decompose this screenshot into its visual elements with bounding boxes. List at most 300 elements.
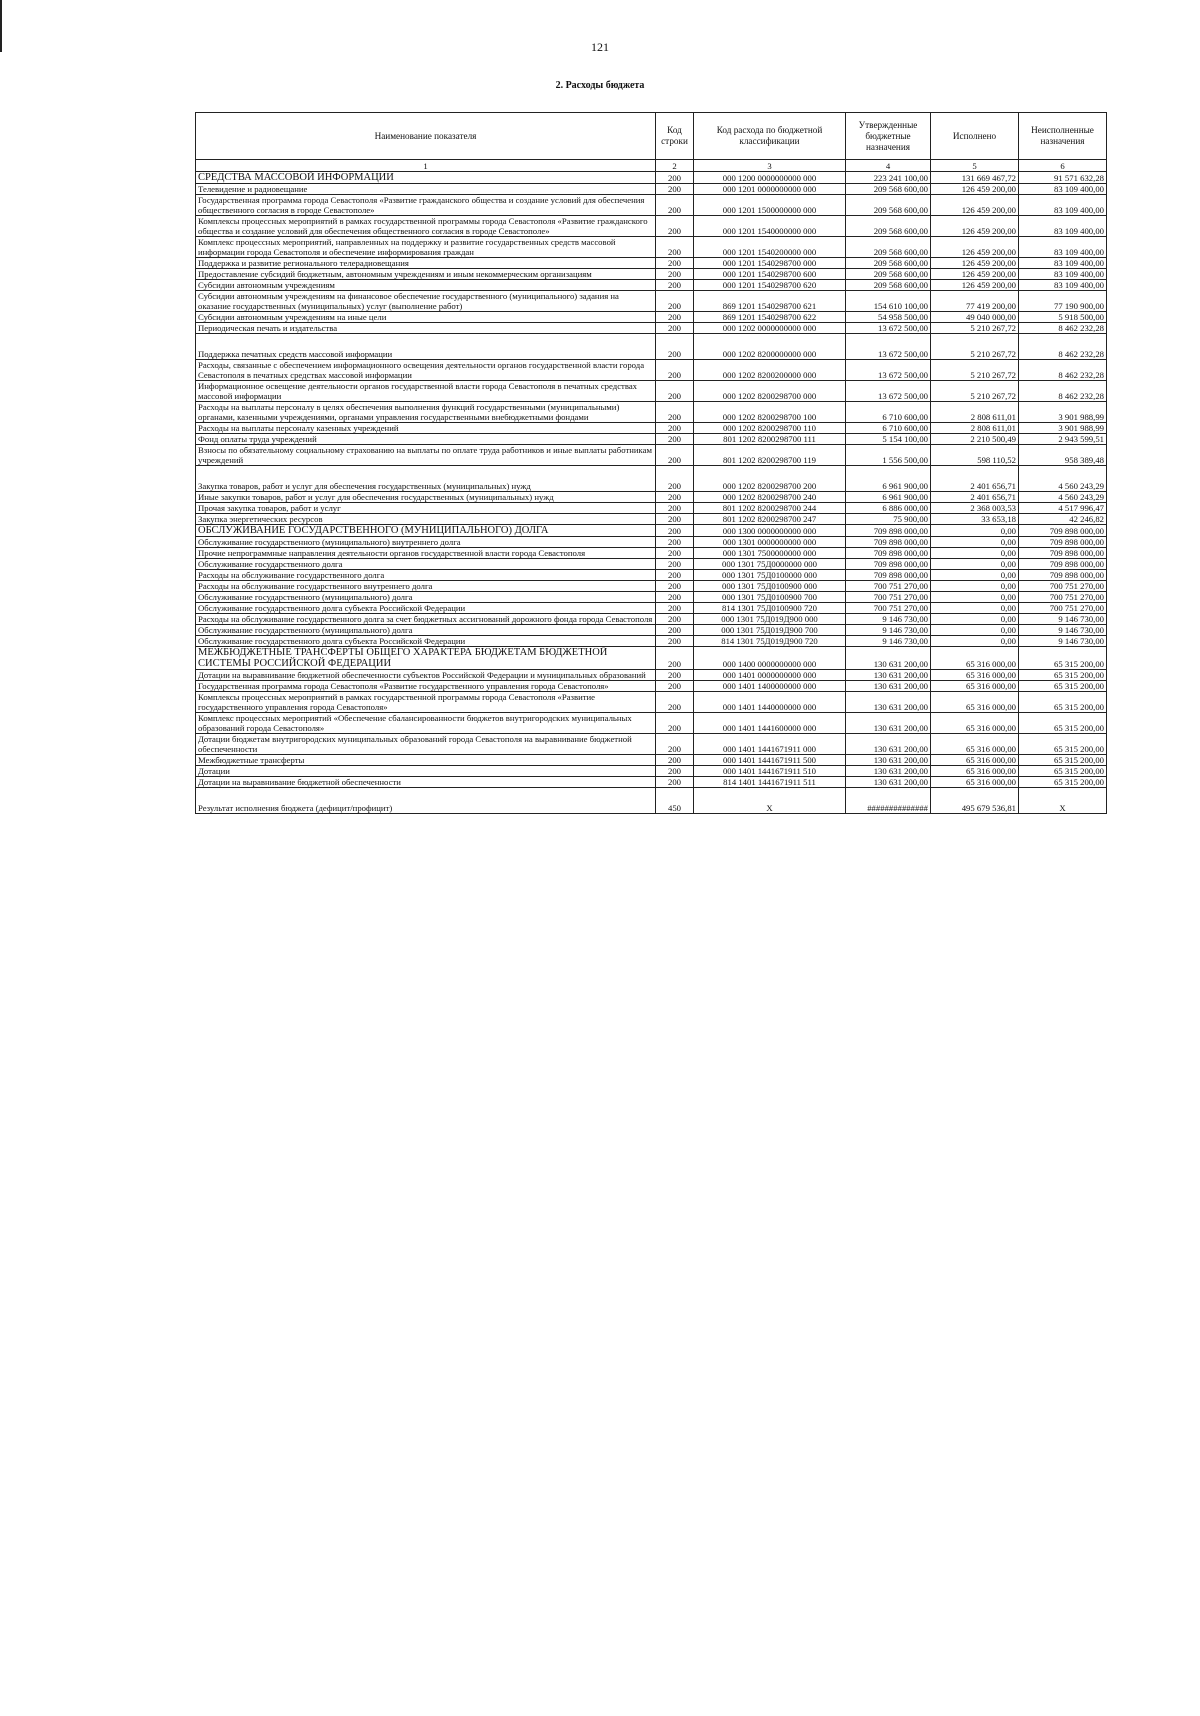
row-line-code-cell: 200	[656, 360, 694, 381]
row-approved-cell: 130 631 200,00	[846, 692, 931, 713]
row-expense-code-cell: 000 1202 8200298700 110	[694, 423, 846, 434]
row-approved-cell: 9 146 730,00	[846, 625, 931, 636]
row-line-code-cell: 200	[656, 681, 694, 692]
row-approved-cell: 13 672 500,00	[846, 360, 931, 381]
row-approved-cell: 130 631 200,00	[846, 766, 931, 777]
row-name-cell: Расходы, связанные с обеспечением информационного освещения деятельности органов государственной власти города Севастополя в печатных средствах массовой информации	[196, 360, 656, 381]
row-unexecuted-cell: 77 190 900,00	[1019, 291, 1107, 312]
column-header-executed: Исполнено	[931, 113, 1019, 160]
table-row	[196, 492, 1107, 503]
row-executed-cell: 65 316 000,00	[931, 681, 1019, 692]
row-unexecuted-cell: 65 315 200,00	[1019, 670, 1107, 681]
row-line-code-cell: 200	[656, 755, 694, 766]
row-expense-code-cell: 000 1201 1540298700 620	[694, 280, 846, 291]
row-unexecuted-cell: 65 315 200,00	[1019, 734, 1107, 755]
row-expense-code-cell: 000 1401 0000000000 000	[694, 670, 846, 681]
row-unexecuted-cell: 958 389,48	[1019, 445, 1107, 466]
row-line-code-cell: 200	[656, 184, 694, 195]
row-executed-cell: 49 040 000,00	[931, 312, 1019, 323]
row-name-cell: Субсидии автономным учреждениям	[196, 280, 656, 291]
row-name-cell: СРЕДСТВА МАССОВОЙ ИНФОРМАЦИИ	[196, 172, 656, 184]
row-name-cell: Закупка товаров, работ и услуг для обеспечения государственных (муниципальных) нужд	[196, 466, 656, 492]
table-row	[196, 548, 1107, 559]
table-row	[196, 592, 1107, 603]
row-executed-cell: 2 401 656,71	[931, 466, 1019, 492]
row-expense-code-cell: 000 1401 1441600000 000	[694, 713, 846, 734]
row-expense-code-cell: 000 1401 1400000000 000	[694, 681, 846, 692]
table-row	[196, 291, 1107, 312]
row-expense-code-cell: 000 1201 0000000000 000	[694, 184, 846, 195]
row-unexecuted-cell: 709 898 000,00	[1019, 537, 1107, 548]
column-number: 2	[656, 160, 694, 172]
row-unexecuted-cell: 4 560 243,29	[1019, 492, 1107, 503]
row-name-cell: Дотации	[196, 766, 656, 777]
row-expense-code-cell: 000 1301 75Д0100000 000	[694, 570, 846, 581]
table-row	[196, 681, 1107, 692]
row-name-cell: Межбюджетные трансферты	[196, 755, 656, 766]
table-row	[196, 514, 1107, 525]
row-approved-cell: 6 961 900,00	[846, 492, 931, 503]
row-line-code-cell: 200	[656, 280, 694, 291]
row-line-code-cell: 200	[656, 570, 694, 581]
row-unexecuted-cell: X	[1019, 788, 1107, 814]
row-unexecuted-cell: 65 315 200,00	[1019, 777, 1107, 788]
row-line-code-cell: 200	[656, 548, 694, 559]
row-executed-cell: 0,00	[931, 525, 1019, 537]
row-unexecuted-cell: 9 146 730,00	[1019, 636, 1107, 647]
row-unexecuted-cell: 8 462 232,28	[1019, 334, 1107, 360]
row-name-cell: МЕЖБЮДЖЕТНЫЕ ТРАНСФЕРТЫ ОБЩЕГО ХАРАКТЕРА БЮДЖЕТАМ БЮДЖЕТНОЙ СИСТЕМЫ РОССИЙСКОЙ ФЕДЕРАЦИИ	[196, 647, 656, 670]
row-approved-cell: 209 568 600,00	[846, 195, 931, 216]
row-executed-cell: 5 210 267,72	[931, 334, 1019, 360]
row-approved-cell: 209 568 600,00	[846, 237, 931, 258]
row-line-code-cell: 200	[656, 381, 694, 402]
row-approved-cell: 130 631 200,00	[846, 681, 931, 692]
row-unexecuted-cell: 709 898 000,00	[1019, 525, 1107, 537]
row-approved-cell: 6 961 900,00	[846, 466, 931, 492]
row-executed-cell: 2 808 611,01	[931, 402, 1019, 423]
row-name-cell: Предоставление субсидий бюджетным, автономным учреждениям и иным некоммерческим организациям	[196, 269, 656, 280]
table-row	[196, 258, 1107, 269]
row-unexecuted-cell: 4 517 996,47	[1019, 503, 1107, 514]
row-approved-cell: 709 898 000,00	[846, 570, 931, 581]
column-number: 6	[1019, 160, 1107, 172]
row-executed-cell: 65 316 000,00	[931, 755, 1019, 766]
row-name-cell: Иные закупки товаров, работ и услуг для обеспечения государственных (муниципальных) нужд	[196, 492, 656, 503]
row-unexecuted-cell: 65 315 200,00	[1019, 713, 1107, 734]
row-line-code-cell: 200	[656, 291, 694, 312]
row-name-cell: Прочая закупка товаров, работ и услуг	[196, 503, 656, 514]
row-approved-cell: ##############	[846, 788, 931, 814]
table-row	[196, 559, 1107, 570]
row-name-cell: Расходы на обслуживание государственного долга за счет бюджетных ассигнований дорожного фонда города Севастополя	[196, 614, 656, 625]
row-line-code-cell: 200	[656, 216, 694, 237]
row-executed-cell: 126 459 200,00	[931, 258, 1019, 269]
row-expense-code-cell: 000 1201 1500000000 000	[694, 195, 846, 216]
row-approved-cell: 6 710 600,00	[846, 402, 931, 423]
row-name-cell: Расходы на выплаты персоналу в целях обеспечения выполнения функций государственными (муниципальными) органами, казенными учреждениями, органами управления государственными внебюджетными фондами	[196, 402, 656, 423]
row-name-cell: Государственная программа города Севастополя «Развитие государственного управления города Севастополя»	[196, 681, 656, 692]
row-name-cell: Субсидии автономным учреждениям на финансовое обеспечение государственного (муниципального) задания на оказание государственных (муниципальных) услуг (выполнение работ)	[196, 291, 656, 312]
row-expense-code-cell: 000 1401 1441671911 000	[694, 734, 846, 755]
row-name-cell: Результат исполнения бюджета (дефицит/профицит)	[196, 788, 656, 814]
row-unexecuted-cell: 709 898 000,00	[1019, 559, 1107, 570]
row-expense-code-cell: 000 1202 8200298700 000	[694, 381, 846, 402]
row-approved-cell: 709 898 000,00	[846, 525, 931, 537]
row-expense-code-cell: 000 1301 75Д019Д900 000	[694, 614, 846, 625]
row-approved-cell: 130 631 200,00	[846, 777, 931, 788]
row-executed-cell: 495 679 536,81	[931, 788, 1019, 814]
row-line-code-cell: 450	[656, 788, 694, 814]
row-executed-cell: 65 316 000,00	[931, 734, 1019, 755]
row-executed-cell: 5 210 267,72	[931, 381, 1019, 402]
row-unexecuted-cell: 83 109 400,00	[1019, 195, 1107, 216]
row-line-code-cell: 200	[656, 766, 694, 777]
row-name-cell: Дотации бюджетам внутригородских муниципальных образований города Севастополя на выравнивание бюджетной обеспеченности	[196, 734, 656, 755]
column-header-expense-code: Код расхода по бюджетной классификации	[694, 113, 846, 160]
row-approved-cell: 13 672 500,00	[846, 323, 931, 334]
column-header-name: Наименование показателя	[196, 113, 656, 160]
row-expense-code-cell: 801 1202 8200298700 119	[694, 445, 846, 466]
row-name-cell: Субсидии автономным учреждениям на иные цели	[196, 312, 656, 323]
row-line-code-cell: 200	[656, 625, 694, 636]
table-row	[196, 445, 1107, 466]
row-approved-cell: 13 672 500,00	[846, 334, 931, 360]
row-unexecuted-cell: 9 146 730,00	[1019, 625, 1107, 636]
row-line-code-cell: 200	[656, 237, 694, 258]
row-expense-code-cell: 000 1201 1540298700 000	[694, 258, 846, 269]
row-executed-cell: 131 669 467,72	[931, 172, 1019, 184]
table-row	[196, 766, 1107, 777]
row-expense-code-cell: 000 1301 75Д0100900 700	[694, 592, 846, 603]
table-row	[196, 734, 1107, 755]
row-line-code-cell: 200	[656, 258, 694, 269]
row-expense-code-cell: 000 1401 1440000000 000	[694, 692, 846, 713]
row-executed-cell: 126 459 200,00	[931, 184, 1019, 195]
row-executed-cell: 65 316 000,00	[931, 670, 1019, 681]
row-unexecuted-cell: 700 751 270,00	[1019, 581, 1107, 592]
row-name-cell: Фонд оплаты труда учреждений	[196, 434, 656, 445]
table-row	[196, 323, 1107, 334]
row-executed-cell: 0,00	[931, 603, 1019, 614]
row-unexecuted-cell: 83 109 400,00	[1019, 258, 1107, 269]
row-line-code-cell: 200	[656, 466, 694, 492]
row-name-cell: Информационное освещение деятельности органов государственной власти города Севастополя в печатных средствах массовой информации	[196, 381, 656, 402]
table-row	[196, 381, 1107, 402]
table-row	[196, 503, 1107, 514]
column-header-line-code: Код строки	[656, 113, 694, 160]
row-approved-cell: 130 631 200,00	[846, 647, 931, 670]
row-unexecuted-cell: 83 109 400,00	[1019, 237, 1107, 258]
table-row	[196, 434, 1107, 445]
row-line-code-cell: 200	[656, 692, 694, 713]
row-expense-code-cell: 000 1301 0000000000 000	[694, 537, 846, 548]
row-name-cell: Комплекс процессных мероприятий, направленных на поддержку и развитие государственных средств массовой информации города Севастополя и обеспечение информирования граждан	[196, 237, 656, 258]
row-name-cell: ОБСЛУЖИВАНИЕ ГОСУДАРСТВЕННОГО (МУНИЦИПАЛЬНОГО) ДОЛГА	[196, 525, 656, 537]
row-approved-cell: 130 631 200,00	[846, 755, 931, 766]
column-header-unexecuted: Неисполненные назначения	[1019, 113, 1107, 160]
row-expense-code-cell: 000 1300 0000000000 000	[694, 525, 846, 537]
column-number: 5	[931, 160, 1019, 172]
table-row	[196, 280, 1107, 291]
row-approved-cell: 223 241 100,00	[846, 172, 931, 184]
row-approved-cell: 1 556 500,00	[846, 445, 931, 466]
row-executed-cell: 65 316 000,00	[931, 713, 1019, 734]
row-name-cell: Обслуживание государственного долга	[196, 559, 656, 570]
row-approved-cell: 709 898 000,00	[846, 537, 931, 548]
row-unexecuted-cell: 8 462 232,28	[1019, 360, 1107, 381]
row-expense-code-cell: 814 1301 75Д019Д900 720	[694, 636, 846, 647]
row-approved-cell: 5 154 100,00	[846, 434, 931, 445]
row-unexecuted-cell: 65 315 200,00	[1019, 647, 1107, 670]
column-number-row	[196, 160, 1107, 172]
table-row	[196, 334, 1107, 360]
row-expense-code-cell: 000 1200 0000000000 000	[694, 172, 846, 184]
row-unexecuted-cell: 9 146 730,00	[1019, 614, 1107, 625]
row-executed-cell: 77 419 200,00	[931, 291, 1019, 312]
table-row	[196, 312, 1107, 323]
row-expense-code-cell: 000 1202 8200298700 240	[694, 492, 846, 503]
row-expense-code-cell: 000 1202 8200298700 100	[694, 402, 846, 423]
row-expense-code-cell: 814 1301 75Д0100900 720	[694, 603, 846, 614]
row-unexecuted-cell: 83 109 400,00	[1019, 184, 1107, 195]
row-expense-code-cell: 000 1400 0000000000 000	[694, 647, 846, 670]
table-row	[196, 402, 1107, 423]
row-line-code-cell: 200	[656, 647, 694, 670]
row-approved-cell: 154 610 100,00	[846, 291, 931, 312]
row-expense-code-cell: 801 1202 8200298700 111	[694, 434, 846, 445]
table-row	[196, 466, 1107, 492]
row-line-code-cell: 200	[656, 312, 694, 323]
row-unexecuted-cell: 65 315 200,00	[1019, 692, 1107, 713]
row-approved-cell: 209 568 600,00	[846, 280, 931, 291]
row-unexecuted-cell: 65 315 200,00	[1019, 681, 1107, 692]
table-row	[196, 614, 1107, 625]
row-expense-code-cell: 000 1201 1540200000 000	[694, 237, 846, 258]
row-executed-cell: 0,00	[931, 570, 1019, 581]
row-expense-code-cell: 814 1401 1441671911 511	[694, 777, 846, 788]
row-line-code-cell: 200	[656, 195, 694, 216]
row-expense-code-cell: 000 1401 1441671911 500	[694, 755, 846, 766]
row-executed-cell: 33 653,18	[931, 514, 1019, 525]
table-row	[196, 670, 1107, 681]
row-executed-cell: 65 316 000,00	[931, 766, 1019, 777]
row-line-code-cell: 200	[656, 172, 694, 184]
row-unexecuted-cell: 2 943 599,51	[1019, 434, 1107, 445]
table-row	[196, 692, 1107, 713]
column-number: 1	[196, 160, 656, 172]
row-approved-cell: 709 898 000,00	[846, 559, 931, 570]
budget-expenses-table	[195, 112, 1107, 814]
column-number: 3	[694, 160, 846, 172]
row-executed-cell: 65 316 000,00	[931, 647, 1019, 670]
row-name-cell: Комплексы процессных мероприятий в рамках государственной программы города Севастополя «Развитие государственного управления города Севастополя»	[196, 692, 656, 713]
row-approved-cell: 209 568 600,00	[846, 258, 931, 269]
row-line-code-cell: 200	[656, 614, 694, 625]
table-row	[196, 636, 1107, 647]
table-row	[196, 777, 1107, 788]
row-line-code-cell: 200	[656, 734, 694, 755]
row-name-cell: Поддержка печатных средств массовой информации	[196, 334, 656, 360]
row-executed-cell: 5 210 267,72	[931, 323, 1019, 334]
row-unexecuted-cell: 4 560 243,29	[1019, 466, 1107, 492]
row-approved-cell: 9 146 730,00	[846, 636, 931, 647]
row-expense-code-cell: 869 1201 1540298700 622	[694, 312, 846, 323]
row-line-code-cell: 200	[656, 592, 694, 603]
table-row	[196, 625, 1107, 636]
row-expense-code-cell: 000 1202 8200298700 200	[694, 466, 846, 492]
row-approved-cell: 209 568 600,00	[846, 216, 931, 237]
row-expense-code-cell: X	[694, 788, 846, 814]
row-approved-cell: 13 672 500,00	[846, 381, 931, 402]
row-executed-cell: 126 459 200,00	[931, 237, 1019, 258]
row-executed-cell: 126 459 200,00	[931, 269, 1019, 280]
page-number: 121	[591, 40, 609, 54]
row-expense-code-cell: 000 1401 1441671911 510	[694, 766, 846, 777]
row-approved-cell: 130 631 200,00	[846, 734, 931, 755]
row-name-cell: Обслуживание государственного долга субъекта Российской Федерации	[196, 603, 656, 614]
row-approved-cell: 6 886 000,00	[846, 503, 931, 514]
row-approved-cell: 709 898 000,00	[846, 548, 931, 559]
table-row	[196, 423, 1107, 434]
row-executed-cell: 0,00	[931, 548, 1019, 559]
row-unexecuted-cell: 83 109 400,00	[1019, 269, 1107, 280]
row-name-cell: Взносы по обязательному социальному страхованию на выплаты по оплате труда работников и иные выплаты работникам учреждений	[196, 445, 656, 466]
row-executed-cell: 5 210 267,72	[931, 360, 1019, 381]
row-expense-code-cell: 000 1301 75Д0000000 000	[694, 559, 846, 570]
row-name-cell: Дотации на выравнивание бюджетной обеспеченности субъектов Российской Федерации и муниципальных образований	[196, 670, 656, 681]
row-approved-cell: 209 568 600,00	[846, 269, 931, 280]
row-name-cell: Расходы на обслуживание государственного долга	[196, 570, 656, 581]
table-row	[196, 195, 1107, 216]
row-executed-cell: 65 316 000,00	[931, 777, 1019, 788]
column-number: 4	[846, 160, 931, 172]
row-unexecuted-cell: 8 462 232,28	[1019, 381, 1107, 402]
row-name-cell: Периодическая печать и издательства	[196, 323, 656, 334]
row-name-cell: Государственная программа города Севастополя «Развитие гражданского общества и создание условий для обеспечения общественного согласия в городе Севастополе»	[196, 195, 656, 216]
row-unexecuted-cell: 700 751 270,00	[1019, 603, 1107, 614]
row-unexecuted-cell: 709 898 000,00	[1019, 570, 1107, 581]
row-executed-cell: 0,00	[931, 537, 1019, 548]
row-line-code-cell: 200	[656, 269, 694, 280]
row-approved-cell: 700 751 270,00	[846, 581, 931, 592]
row-approved-cell: 700 751 270,00	[846, 592, 931, 603]
row-expense-code-cell: 000 1202 8200200000 000	[694, 360, 846, 381]
row-line-code-cell: 200	[656, 537, 694, 548]
table-row	[196, 537, 1107, 548]
row-line-code-cell: 200	[656, 423, 694, 434]
table-row	[196, 237, 1107, 258]
row-line-code-cell: 200	[656, 323, 694, 334]
table-row	[196, 603, 1107, 614]
row-executed-cell: 2 368 003,53	[931, 503, 1019, 514]
row-line-code-cell: 200	[656, 334, 694, 360]
row-executed-cell: 0,00	[931, 636, 1019, 647]
row-expense-code-cell: 869 1201 1540298700 621	[694, 291, 846, 312]
row-name-cell: Расходы на обслуживание государственного внутреннего долга	[196, 581, 656, 592]
row-executed-cell: 126 459 200,00	[931, 195, 1019, 216]
row-expense-code-cell: 801 1202 8200298700 247	[694, 514, 846, 525]
row-executed-cell: 0,00	[931, 592, 1019, 603]
row-name-cell: Обслуживание государственного (муниципального) долга	[196, 592, 656, 603]
row-name-cell: Дотации на выравнивание бюджетной обеспеченности	[196, 777, 656, 788]
row-line-code-cell: 200	[656, 670, 694, 681]
row-expense-code-cell: 000 1301 75Д0100900 000	[694, 581, 846, 592]
row-line-code-cell: 200	[656, 514, 694, 525]
row-executed-cell: 2 210 500,49	[931, 434, 1019, 445]
row-expense-code-cell: 801 1202 8200298700 244	[694, 503, 846, 514]
table-row	[196, 269, 1107, 280]
row-unexecuted-cell: 83 109 400,00	[1019, 216, 1107, 237]
row-name-cell: Закупка энергетических ресурсов	[196, 514, 656, 525]
row-expense-code-cell: 000 1201 1540000000 000	[694, 216, 846, 237]
row-approved-cell: 130 631 200,00	[846, 670, 931, 681]
row-name-cell: Комплекс процессных мероприятий «Обеспечение сбалансированности бюджетов внутригородских муниципальных образований города Севастополя»	[196, 713, 656, 734]
row-unexecuted-cell: 83 109 400,00	[1019, 280, 1107, 291]
table-row	[196, 184, 1107, 195]
row-line-code-cell: 200	[656, 402, 694, 423]
row-name-cell: Телевидение и радиовещание	[196, 184, 656, 195]
row-expense-code-cell: 000 1202 8200000000 000	[694, 334, 846, 360]
row-unexecuted-cell: 91 571 632,28	[1019, 172, 1107, 184]
row-expense-code-cell: 000 1202 0000000000 000	[694, 323, 846, 334]
row-approved-cell: 700 751 270,00	[846, 603, 931, 614]
row-line-code-cell: 200	[656, 503, 694, 514]
row-unexecuted-cell: 709 898 000,00	[1019, 548, 1107, 559]
row-unexecuted-cell: 5 918 500,00	[1019, 312, 1107, 323]
row-line-code-cell: 200	[656, 603, 694, 614]
row-approved-cell: 6 710 600,00	[846, 423, 931, 434]
row-expense-code-cell: 000 1301 75Д019Д900 700	[694, 625, 846, 636]
row-unexecuted-cell: 700 751 270,00	[1019, 592, 1107, 603]
row-line-code-cell: 200	[656, 434, 694, 445]
row-executed-cell: 2 808 611,01	[931, 423, 1019, 434]
row-unexecuted-cell: 3 901 988,99	[1019, 402, 1107, 423]
row-executed-cell: 0,00	[931, 559, 1019, 570]
row-line-code-cell: 200	[656, 525, 694, 537]
row-executed-cell: 0,00	[931, 581, 1019, 592]
row-name-cell: Обслуживание государственного долга субъекта Российской Федерации	[196, 636, 656, 647]
table-row	[196, 581, 1107, 592]
header-row	[196, 113, 1107, 160]
row-name-cell: Расходы на выплаты персоналу казенных учреждений	[196, 423, 656, 434]
row-executed-cell: 2 401 656,71	[931, 492, 1019, 503]
row-name-cell: Обслуживание государственного (муниципального) долга	[196, 625, 656, 636]
page-title: 2. Расходы бюджета	[555, 80, 645, 91]
result-row	[196, 788, 1107, 814]
row-unexecuted-cell: 3 901 988,99	[1019, 423, 1107, 434]
section-row	[196, 525, 1107, 537]
row-executed-cell: 0,00	[931, 625, 1019, 636]
row-line-code-cell: 200	[656, 581, 694, 592]
row-unexecuted-cell: 65 315 200,00	[1019, 755, 1107, 766]
row-name-cell: Комплексы процессных мероприятий в рамках государственной программы города Севастополя «Развитие гражданского общества и создание условий для обеспечения общественного согласия в городе Севастополе»	[196, 216, 656, 237]
row-executed-cell: 65 316 000,00	[931, 692, 1019, 713]
table-row	[196, 755, 1107, 766]
row-line-code-cell: 200	[656, 492, 694, 503]
row-expense-code-cell: 000 1201 1540298700 600	[694, 269, 846, 280]
row-approved-cell: 75 900,00	[846, 514, 931, 525]
row-executed-cell: 598 110,52	[931, 445, 1019, 466]
row-unexecuted-cell: 65 315 200,00	[1019, 766, 1107, 777]
row-unexecuted-cell: 8 462 232,28	[1019, 323, 1107, 334]
row-name-cell: Прочие непрограммные направления деятельности органов государственной власти города Севастополя	[196, 548, 656, 559]
column-header-approved: Утвержденные бюджетные назначения	[846, 113, 931, 160]
row-executed-cell: 126 459 200,00	[931, 280, 1019, 291]
row-approved-cell: 9 146 730,00	[846, 614, 931, 625]
table-row	[196, 216, 1107, 237]
row-executed-cell: 0,00	[931, 614, 1019, 625]
